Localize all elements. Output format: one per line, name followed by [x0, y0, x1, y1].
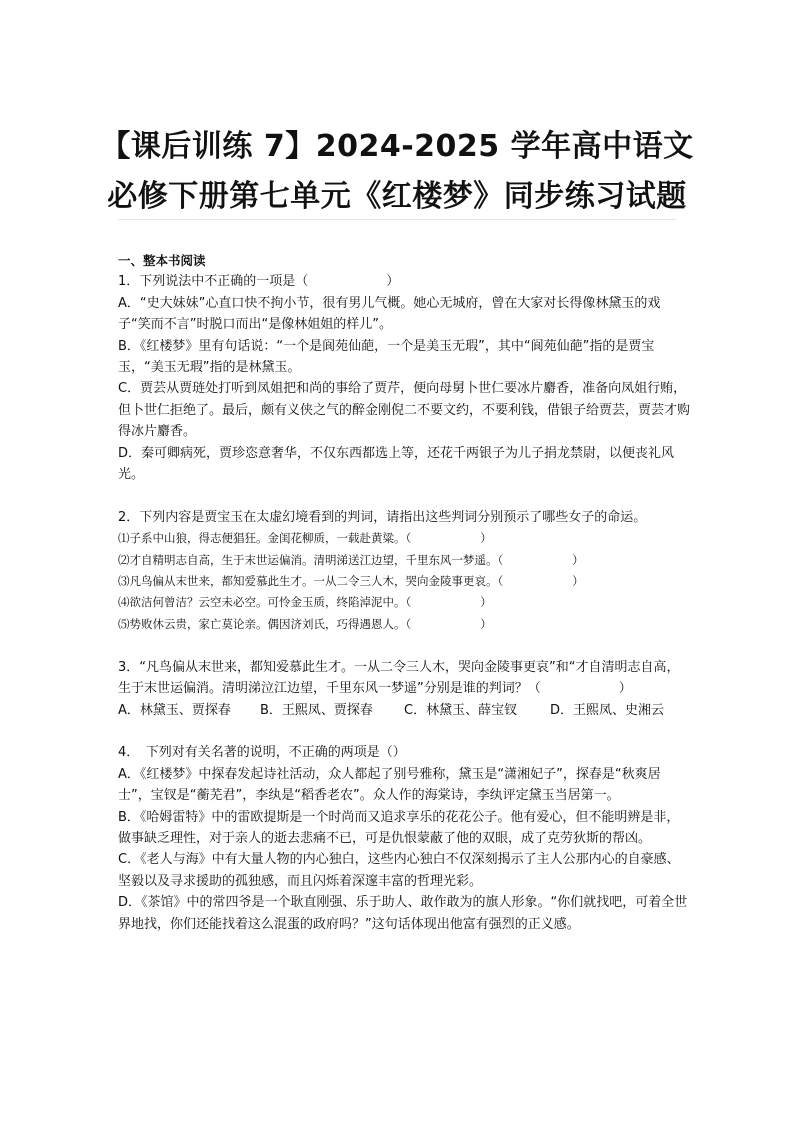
question-4-option-d: D．《茶馆》中的常四爷是一个耿直刚强、乐于助人、敢作敢为的旗人形象。“你们就找吧，可着全世界地找，你们还能找着这么混蛋的政府吗？”这句话体现出他富有强烈的正义感。: [118, 895, 688, 932]
document-title-line-1: 【课后训练 7】2024-2025 学年高中语文: [100, 129, 694, 164]
question-3-option-b: B．王熙凤、贾探春: [260, 702, 373, 718]
question-4-option-a: A．《红楼梦》中探春发起诗社活动，众人都起了别号雅称，黛玉是“潇湘妃子”，探春是“秋爽居士”，宝钗是“蘅芜君”，李纨是“稻香老农”。众人作的海棠诗，李纨评定黛玉当居第一。: [118, 766, 661, 804]
title-divider: [118, 219, 676, 220]
question-4-stem: 4． 下列对有关名著的说明，不正确的两项是（）: [118, 745, 406, 761]
question-2-item: ⑸势败休云贵，家亡莫论亲。偶因济刘氏，巧得遇恩人。（ ）: [118, 616, 492, 631]
spacer: [118, 721, 690, 742]
question-1-option-b: B．《红楼梦》里有句话说：“一个是阆苑仙葩，一个是美玉无瑕”，其中“阆苑仙葩”指的是贾宝玉，“美玉无瑕”指的是林黛玉。: [118, 338, 655, 376]
question-3-stem: 3．“凡鸟偏从末世来，都知爱慕此生才。一从二令三人木，哭向金陵事更哀”和“才自清明志自高，生于末世运偏消。清明涕泣江边望，千里东风一梦遥”分别是谁的判词？（ ）: [118, 659, 680, 697]
document-title-line-2: 必修下册第七单元《红楼梦》同步练习试题: [107, 179, 687, 214]
question-4: [118, 742, 690, 935]
question-3-options: [118, 700, 690, 721]
question-3: [118, 657, 690, 721]
spacer: [118, 635, 690, 656]
question-2-stem: 2．下列内容是贾宝玉在太虚幻境看到的判词，请指出这些判词分别预示了哪些女子的命运。: [118, 509, 647, 525]
question-2-item: ⑴子系中山狼，得志便猖狂。金闺花柳质，一载赴黄粱。（ ）: [118, 531, 492, 546]
question-1-option-d: D．秦可卿病死，贾珍恣意奢华，不仅东西都选上等，还花千两银子为儿子捐龙禁尉，以便丧礼风光。: [118, 445, 675, 483]
spacer: [118, 485, 690, 506]
question-1-stem: 1．下列说法中不正确的一项是（ ）: [118, 274, 400, 290]
question-4-option-b: B．《哈姆雷特》中的雷欧提斯是一个时尚而又追求享乐的花花公子。他有爱心，但不能明辨是非，做事缺乏理性，对于亲人的逝去悲痛不已，可是仇恨蒙蔽了他的双眼，成了克劳狄斯的帮凶。: [118, 809, 680, 846]
question-3-option-c: C．林黛玉、薛宝钗: [404, 702, 518, 718]
document-body: [118, 250, 690, 935]
question-1-option-c: C．贾芸从贾琏处打听到凤姐把和尚的事给了贾芹，便向母舅卜世仁要冰片麝香，准备向凤姐行贿，但卜世仁拒绝了。最后，颇有义侠之气的醉金刚倪二不要文约，不要利钱，借银子给贾芸，贾芸才购得冰片麝香。: [118, 381, 691, 440]
question-1: [118, 271, 690, 485]
question-3-option-a: A．林黛玉、贾探春: [118, 702, 231, 718]
question-2-item: ⑷欲洁何曾洁？云空未必空。可怜金玉质，终陷淖泥中。（ ）: [118, 595, 492, 610]
question-2-item: ⑶凡鸟偏从末世来，都知爱慕此生才。一从二令三人木，哭向金陵事更哀。（ ）: [118, 574, 584, 589]
question-2-item: ⑵才自精明志自高，生于末世运偏消。清明涕送江边望，千里东风一梦遥。（ ）: [118, 552, 584, 567]
question-1-option-a: A．“史大妹妹”心直口快不拘小节，很有男儿气概。她心无城府，曾在大家对长得像林黛玉的戏子“笑而不言”时脱口而出“是像林姐姐的样儿”。: [118, 295, 661, 333]
question-3-option-d: D．王熙凤、史湘云: [550, 702, 665, 718]
section-heading: 一、整本书阅读: [118, 253, 206, 268]
question-2: [118, 507, 690, 635]
question-4-option-c: C．《老人与海》中有大量人物的内心独白，这些内心独白不仅深刻揭示了主人公那内心的自豪感、坚毅以及寻求援助的孤独感，而且闪烁着深邃丰富的哲理光彩。: [118, 852, 680, 889]
